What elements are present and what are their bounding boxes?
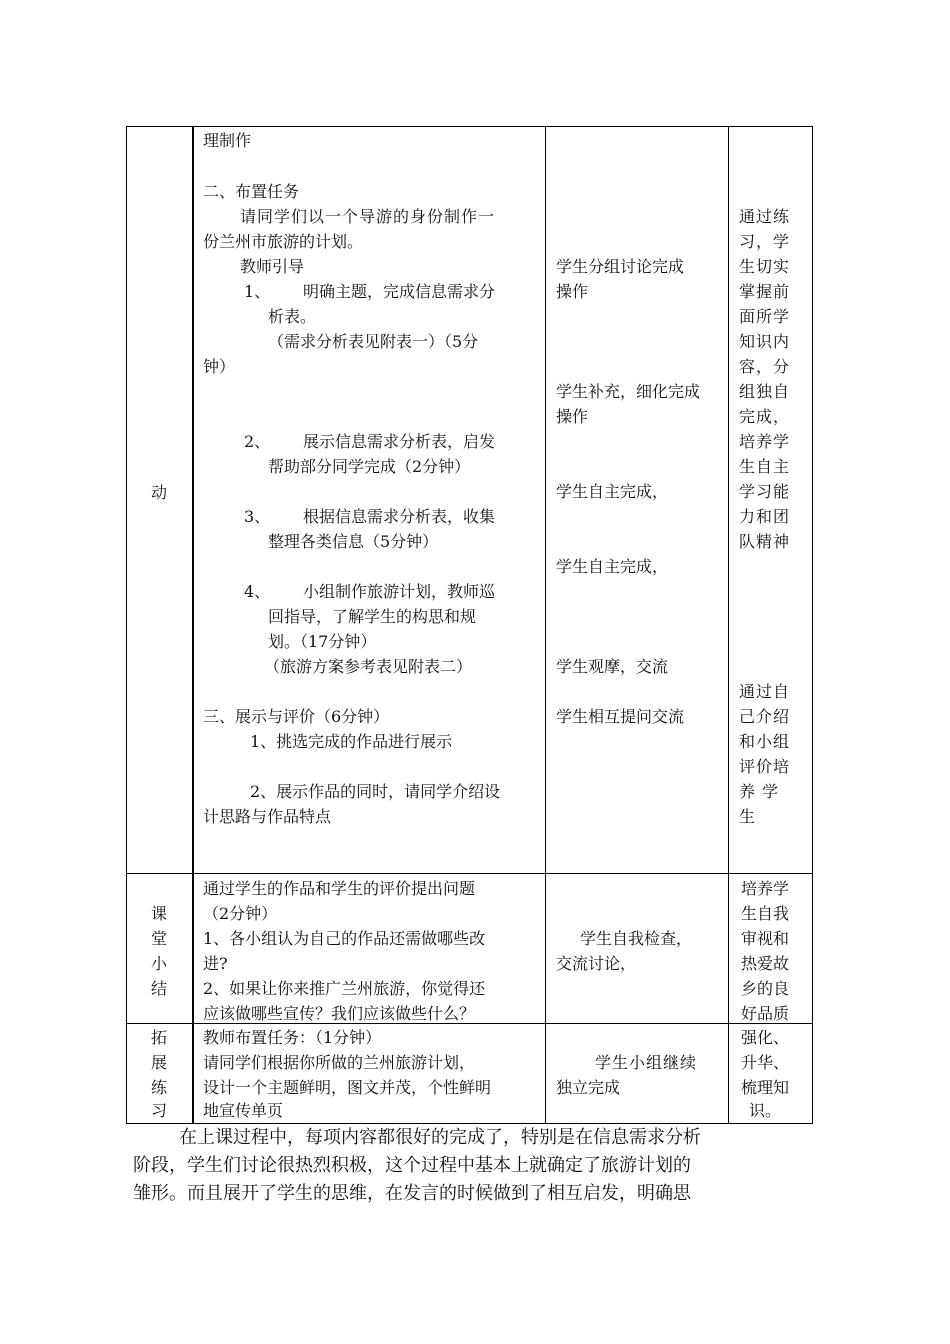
content-line: 2、如果让你来推广兰州旅游，你觉得还 <box>203 979 486 998</box>
purpose-line: 通过自 <box>739 682 791 701</box>
content-line: （需求分析表见附表一）（5分 <box>268 332 479 351</box>
purpose-line: 队精神 <box>739 532 791 551</box>
content-line: 2、展示作品的同时，请同学介绍设 <box>250 782 501 801</box>
purpose-line: 生自我 <box>741 904 790 923</box>
purpose-line: 通过练 <box>739 207 791 226</box>
content-line: 1、挑选完成的作品进行展示 <box>250 732 453 751</box>
student-line: 操作 <box>556 282 589 301</box>
stage-char: 练 <box>151 1078 168 1097</box>
content-line: 根据信息需求分析表，收集 <box>303 507 496 526</box>
purpose-line: 评价培 <box>739 757 791 776</box>
purpose-line: 热爱故 <box>741 954 790 973</box>
content-line: （旅游方案参考表见附表二） <box>264 657 473 676</box>
purpose-line: 梳理知 <box>741 1078 790 1097</box>
student-line: 学生相互提问交流 <box>556 707 685 726</box>
purpose-line: 强化、 <box>741 1028 790 1047</box>
section-heading: 二、布置任务 <box>203 182 300 201</box>
purpose-line: 知识内 <box>739 332 791 351</box>
purpose-line: 乡的良 <box>741 979 790 998</box>
table-border <box>728 126 729 1124</box>
purpose-line: 完成， <box>739 407 791 426</box>
table-border <box>545 126 546 1124</box>
content-line: 帮助部分同学完成（2分钟） <box>268 457 471 476</box>
content-line: 1、各小组认为自己的作品还需做哪些改 <box>203 929 486 948</box>
student-line: 学生自我检查， <box>580 929 693 948</box>
purpose-line: 掌握前 <box>739 282 791 301</box>
content-line: 展示信息需求分析表，启发 <box>303 432 496 451</box>
student-line: 交流讨论， <box>556 954 637 973</box>
paragraph-line: 阶段，学生们讨论很热烈积极，这个过程中基本上就确定了旅游计划的 <box>133 1155 691 1176</box>
table-border <box>126 126 127 1124</box>
stage-char: 习 <box>151 1101 168 1120</box>
step-number: 3、 <box>244 507 271 526</box>
content-line: 教师引导 <box>240 257 305 276</box>
stage-char: 堂 <box>151 929 168 948</box>
step-number: 1、 <box>244 282 271 301</box>
table-border <box>126 873 813 874</box>
content-line: 进? <box>203 954 228 973</box>
table-border <box>812 126 813 1124</box>
reflection-paragraph <box>133 1124 813 1208</box>
content-line: 小组制作旅游计划，教师巡 <box>303 582 496 601</box>
section-heading: 三、展示与评价（6分钟） <box>203 707 390 726</box>
purpose-line: 培养学 <box>741 879 790 898</box>
content-line: 请同学们以一个导游的身份制作一 <box>240 207 496 226</box>
purpose-line: 生切实 <box>739 257 791 276</box>
content-line: 通过学生的作品和学生的评价提出问题 <box>203 879 476 898</box>
stage-char: 展 <box>151 1053 168 1072</box>
purpose-line: 好品质 <box>741 1004 790 1023</box>
paragraph-line: 在上课过程中，每项内容都很好的完成了，特别是在信息需求分析 <box>179 1127 701 1148</box>
purpose-line: 力和团 <box>739 507 791 526</box>
student-line: 学生自主完成， <box>556 557 669 576</box>
purpose-line: 生自主 <box>739 457 791 476</box>
stage-label: 动 <box>151 483 168 502</box>
content-line: 钟） <box>203 357 236 376</box>
content-line: （2分钟） <box>203 904 278 923</box>
content-line: 请同学们根据你所做的兰州旅游计划， <box>203 1053 476 1072</box>
student-line: 学生观摩，交流 <box>556 657 669 676</box>
purpose-line: 组独自 <box>739 382 791 401</box>
purpose-line: 容，分 <box>739 357 791 376</box>
paragraph-line: 雏形。而且展开了学生的思维，在发言的时候做到了相互启发，明确思 <box>133 1183 691 1204</box>
content-line: 明确主题，完成信息需求分 <box>303 282 496 301</box>
purpose-line: 识。 <box>749 1101 782 1120</box>
purpose-line: 升华、 <box>741 1053 790 1072</box>
table-border <box>126 126 813 127</box>
content-line: 回指导，了解学生的构思和规 <box>268 607 477 626</box>
stage-char: 拓 <box>151 1028 168 1047</box>
student-line: 学生小组继续 <box>595 1053 698 1072</box>
content-line: 整理各类信息（5分钟） <box>268 532 439 551</box>
stage-char: 课 <box>151 904 168 923</box>
student-line: 学生分组讨论完成 <box>556 257 685 276</box>
content-line: 份兰州市旅游的计划。 <box>203 232 364 251</box>
student-line: 学生补充，细化完成 <box>556 382 701 401</box>
table-border <box>192 126 194 1124</box>
stage-char: 结 <box>151 979 168 998</box>
content-line: 设计一个主题鲜明，图文并茂，个性鲜明 <box>203 1078 492 1097</box>
purpose-line: 学习能 <box>739 482 791 501</box>
purpose-line: 生 <box>739 807 757 826</box>
content-line: 划。（17分钟） <box>268 632 377 651</box>
purpose-line: 习，学 <box>739 232 791 251</box>
purpose-line: 养 学 <box>739 782 780 801</box>
step-number: 2、 <box>244 432 271 451</box>
student-line: 学生自主完成， <box>556 482 669 501</box>
student-line: 操作 <box>556 407 589 426</box>
step-number: 4、 <box>244 582 271 601</box>
content-line: 地宣传单页 <box>203 1101 284 1120</box>
stage-char: 小 <box>151 954 168 973</box>
content-line: 教师布置任务：（1分钟） <box>203 1028 382 1047</box>
content-line: 计思路与作品特点 <box>203 807 332 826</box>
purpose-line: 己介绍 <box>739 707 791 726</box>
content-line: 析表。 <box>268 307 317 326</box>
purpose-line: 面所学 <box>739 307 791 326</box>
content-line: 应该做哪些宣传？我们应该做些什么？ <box>203 1004 476 1023</box>
student-line: 独立完成 <box>556 1078 621 1097</box>
content-line: 理制作 <box>203 131 252 150</box>
purpose-line: 审视和 <box>741 929 790 948</box>
purpose-line: 和小组 <box>739 732 791 751</box>
purpose-line: 培养学 <box>739 432 791 451</box>
